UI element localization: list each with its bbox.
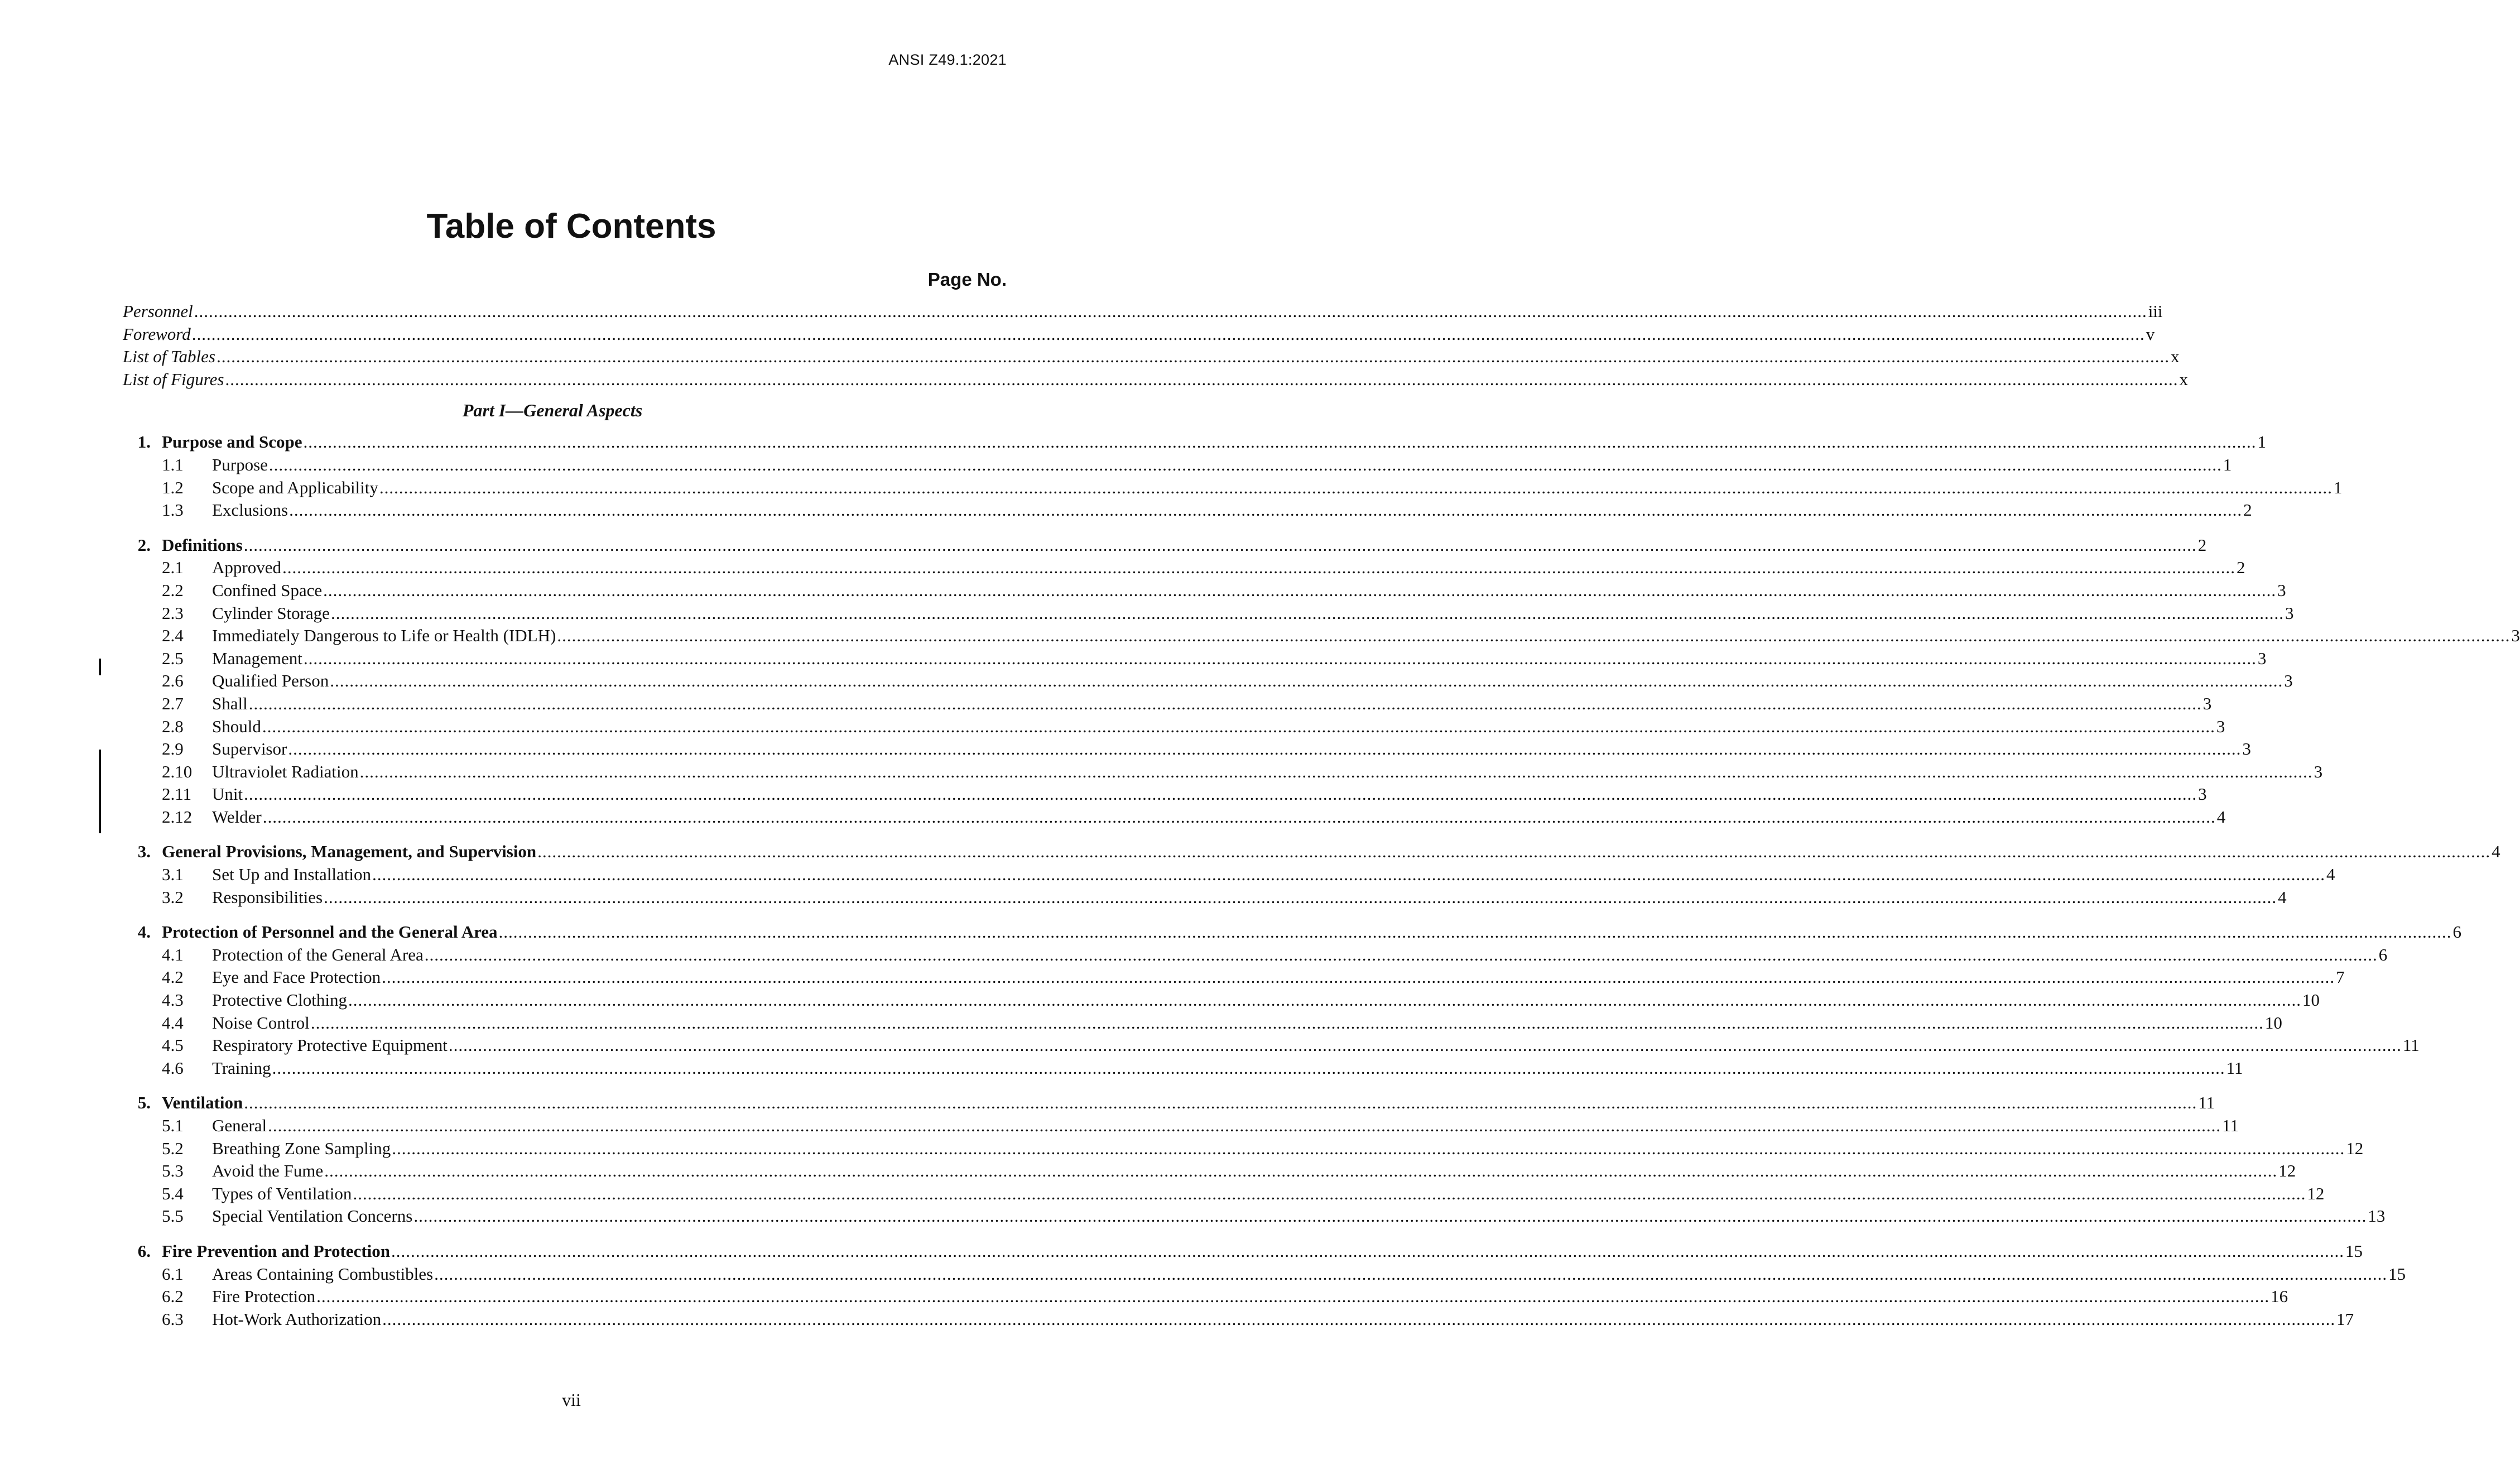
entry-number: 5.1 — [162, 1116, 184, 1135]
entry-title: Confined Space — [212, 580, 323, 600]
entry-number: 5. — [137, 1093, 151, 1113]
subsection-entry — [123, 602, 2294, 625]
entry-title: Foreword — [123, 324, 191, 344]
entry-number: 4.6 — [162, 1058, 184, 1078]
entry-page-number: 3 — [2285, 603, 2294, 623]
entry-title: Should — [212, 716, 261, 736]
subsection-entry — [123, 1263, 2406, 1286]
entry-number: 5.2 — [162, 1138, 184, 1158]
dot-leader: ................................................................................................................................................................................................................................................................................................................................................................................................................ — [225, 369, 2178, 389]
entry-title: Areas Containing Combustibles — [212, 1264, 434, 1284]
subsection-entry — [123, 670, 2293, 693]
entry-page-number: 3 — [2284, 671, 2293, 691]
subsection-entry — [123, 647, 2267, 670]
entry-number: 2.6 — [162, 671, 184, 691]
dot-leader: ................................................................................................................................................................................................................................................................................................................................................................................................................ — [434, 1264, 2388, 1284]
entry-title: Personnel — [123, 301, 193, 321]
entry-number: 2.4 — [162, 626, 184, 646]
entry-page-number: 15 — [2345, 1241, 2363, 1261]
entry-number: 5.4 — [162, 1183, 184, 1203]
entry-page-number: 10 — [2302, 990, 2320, 1010]
entry-page-number: 3 — [2257, 648, 2267, 668]
entry-page-number: 3 — [2216, 716, 2225, 736]
entry-page-number: 1 — [2257, 432, 2266, 452]
entry-page-number: 11 — [2226, 1058, 2243, 1078]
entry-title: Protection of the General Area — [212, 944, 424, 964]
dot-leader: ................................................................................................................................................................................................................................................................................................................................................................................................................ — [303, 432, 2257, 452]
dot-leader: ................................................................................................................................................................................................................................................................................................................................................................................................................ — [282, 558, 2235, 578]
dot-leader: ................................................................................................................................................................................................................................................................................................................................................................................................................ — [537, 842, 2491, 862]
dot-leader: ................................................................................................................................................................................................................................................................................................................................................................................................................ — [288, 739, 2242, 759]
dot-leader: ................................................................................................................................................................................................................................................................................................................................................................................................................ — [323, 580, 2277, 600]
section-entry — [123, 841, 2500, 863]
entry-title: Management — [212, 648, 302, 668]
entry-number: 2.1 — [162, 558, 184, 578]
entry-title: Ultraviolet Radiation — [212, 761, 359, 781]
subsection-entry — [123, 1034, 2420, 1057]
entry-title: Purpose — [212, 454, 268, 474]
entry-title: Hot-Work Authorization — [212, 1309, 382, 1329]
entry-page-number: 16 — [2271, 1286, 2288, 1307]
front-matter-entry — [123, 345, 2180, 368]
dot-leader: ................................................................................................................................................................................................................................................................................................................................................................................................................ — [244, 1093, 2197, 1113]
entry-number: 4.4 — [162, 1012, 184, 1033]
subsection-entry — [123, 806, 2226, 829]
entry-title: Types of Ventilation — [212, 1183, 352, 1203]
subsection-entry — [123, 1160, 2296, 1183]
entry-page-number: 3 — [2202, 693, 2212, 713]
subsection-entry — [123, 625, 2520, 647]
entry-title: Fire Protection — [212, 1286, 316, 1307]
dot-leader: ................................................................................................................................................................................................................................................................................................................................................................................................................ — [324, 1161, 2278, 1181]
dot-leader: ................................................................................................................................................................................................................................................................................................................................................................................................................ — [262, 806, 2216, 827]
entry-title: Definitions — [162, 535, 243, 555]
entry-number: 3. — [137, 842, 151, 862]
section-entry — [123, 431, 2266, 454]
section-group — [123, 921, 2462, 1079]
entry-number: 4. — [137, 922, 151, 942]
entry-number: 4.3 — [162, 990, 184, 1010]
entry-title: Avoid the Fume — [212, 1161, 324, 1181]
entry-number: 6.3 — [162, 1309, 184, 1329]
entry-page-number: x — [2170, 347, 2180, 367]
entry-page-number: 4 — [2492, 842, 2500, 862]
subsection-entry — [123, 1057, 2243, 1080]
dot-leader: ................................................................................................................................................................................................................................................................................................................................................................................................................ — [194, 301, 2147, 321]
subsection-entry — [123, 693, 2212, 716]
subsection-entry — [123, 886, 2287, 909]
entry-number: 2.8 — [162, 716, 184, 736]
entry-title: Cylinder Storage — [212, 603, 330, 623]
document-id: ANSI Z49.1:2021 — [888, 51, 1007, 68]
subsection-entry — [123, 761, 2323, 784]
section-group — [123, 431, 2343, 521]
section-entry — [123, 921, 2462, 944]
entry-title: General Provisions, Management, and Supervision — [162, 842, 537, 862]
subsection-entry — [123, 454, 2232, 477]
dot-leader: ................................................................................................................................................................................................................................................................................................................................................................................................................ — [268, 1116, 2221, 1135]
subsection-entry — [123, 716, 2225, 738]
dot-leader: ................................................................................................................................................................................................................................................................................................................................................................................................................ — [191, 324, 2145, 344]
entry-number: 2.10 — [162, 761, 193, 781]
entry-number: 6. — [137, 1241, 151, 1261]
change-bar — [99, 750, 101, 833]
entry-page-number: 12 — [2278, 1161, 2296, 1181]
section-group — [123, 1240, 2406, 1331]
entry-page-number: 11 — [2222, 1116, 2239, 1135]
entry-page-number: 4 — [2278, 887, 2287, 907]
entry-page-number: 1 — [2333, 477, 2343, 497]
entry-title: Set Up and Installation — [212, 865, 371, 885]
entry-number: 4.5 — [162, 1035, 184, 1055]
section-group — [123, 1092, 2386, 1228]
dot-leader: ................................................................................................................................................................................................................................................................................................................................................................................................................ — [424, 944, 2378, 964]
entry-page-number: v — [2146, 324, 2155, 344]
entry-page-number: 3 — [2511, 626, 2520, 646]
entry-title: Protection of Personnel and the General Area — [162, 922, 498, 942]
dot-leader: ................................................................................................................................................................................................................................................................................................................................................................................................................ — [262, 716, 2215, 736]
entry-page-number: 2 — [2236, 558, 2245, 578]
dot-leader: ................................................................................................................................................................................................................................................................................................................................................................................................................ — [359, 761, 2313, 781]
subsection-entry — [123, 1115, 2239, 1137]
entry-number: 1.3 — [162, 500, 184, 520]
entry-number: 2.2 — [162, 580, 184, 600]
entry-number: 2. — [137, 535, 151, 555]
entry-number: 1.1 — [162, 454, 184, 474]
entry-title: Immediately Dangerous to Life or Health (IDLH) — [212, 626, 556, 646]
entry-page-number: 13 — [2368, 1206, 2386, 1226]
entry-number: 1. — [137, 432, 151, 452]
entry-title: Qualified Person — [212, 671, 329, 691]
entry-title: Scope and Applicability — [212, 477, 378, 497]
dot-leader: ................................................................................................................................................................................................................................................................................................................................................................................................................ — [448, 1035, 2402, 1055]
subsection-entry — [123, 863, 2335, 886]
entry-page-number: iii — [2148, 301, 2163, 321]
entry-page-number: 11 — [2402, 1035, 2420, 1055]
entry-title: Responsibilities — [212, 887, 323, 907]
entry-page-number: 2 — [2197, 535, 2207, 555]
entry-title: Noise Control — [212, 1012, 310, 1033]
entry-title: List of Figures — [123, 369, 224, 389]
dot-leader: ................................................................................................................................................................................................................................................................................................................................................................................................................ — [353, 1183, 2306, 1203]
entry-number: 2.12 — [162, 806, 193, 827]
entry-title: Welder — [212, 806, 262, 827]
subsection-entry — [123, 989, 2320, 1012]
part-heading: Part I—General Aspects — [462, 400, 643, 421]
entry-title: Eye and Face Protection — [212, 967, 381, 987]
dot-leader: ................................................................................................................................................................................................................................................................................................................................................................................................................ — [330, 603, 2284, 623]
dot-leader: ................................................................................................................................................................................................................................................................................................................................................................................................................ — [303, 648, 2257, 668]
dot-leader: ................................................................................................................................................................................................................................................................................................................................................................................................................ — [379, 477, 2333, 497]
entry-title: General — [212, 1116, 267, 1135]
entry-page-number: 3 — [2198, 784, 2207, 804]
dot-leader: ................................................................................................................................................................................................................................................................................................................................................................................................................ — [324, 887, 2277, 907]
entry-number: 3.1 — [162, 865, 184, 885]
subsection-entry — [123, 966, 2345, 989]
entry-title: Fire Prevention and Protection — [162, 1241, 390, 1261]
entry-number: 6.2 — [162, 1286, 184, 1307]
entry-number: 4.1 — [162, 944, 184, 964]
entry-title: Special Ventilation Concerns — [212, 1206, 413, 1226]
entry-title: Ventilation — [162, 1093, 243, 1113]
entry-page-number: 3 — [2242, 739, 2251, 759]
dot-leader: ................................................................................................................................................................................................................................................................................................................................................................................................................ — [348, 990, 2301, 1010]
entry-page-number: 6 — [2378, 944, 2388, 964]
subsection-entry — [123, 1183, 2325, 1206]
entry-title: Supervisor — [212, 739, 287, 759]
entry-page-number: 6 — [2452, 922, 2462, 942]
dot-leader: ................................................................................................................................................................................................................................................................................................................................................................................................................ — [557, 626, 2511, 646]
subsection-entry — [123, 1137, 2364, 1160]
subsection-entry — [123, 477, 2343, 500]
entry-page-number: 10 — [2264, 1012, 2282, 1033]
subsection-entry — [123, 1308, 2354, 1331]
entry-page-number: 12 — [2307, 1183, 2325, 1203]
section-group — [123, 534, 2520, 829]
subsection-entry — [123, 579, 2286, 602]
dot-leader: ................................................................................................................................................................................................................................................................................................................................................................................................................ — [316, 1286, 2270, 1307]
dot-leader: ................................................................................................................................................................................................................................................................................................................................................................................................................ — [243, 535, 2197, 555]
front-matter-entry — [123, 368, 2188, 391]
entry-page-number: 4 — [2216, 806, 2226, 827]
entry-number: 2.11 — [162, 784, 192, 804]
entry-title: Purpose and Scope — [162, 432, 302, 452]
dot-leader: ................................................................................................................................................................................................................................................................................................................................................................................................................ — [216, 347, 2170, 367]
footer-page-number: vii — [562, 1390, 581, 1410]
page-title: Table of Contents — [426, 207, 716, 246]
subsection-entry — [123, 944, 2388, 967]
section-group — [123, 841, 2500, 909]
entry-page-number: 11 — [2198, 1093, 2215, 1113]
subsection-entry — [123, 1205, 2386, 1228]
dot-leader: ................................................................................................................................................................................................................................................................................................................................................................................................................ — [289, 500, 2243, 520]
dot-leader: ................................................................................................................................................................................................................................................................................................................................................................................................................ — [413, 1206, 2367, 1226]
dot-leader: ................................................................................................................................................................................................................................................................................................................................................................................................................ — [330, 671, 2283, 691]
entry-title: Protective Clothing — [212, 990, 347, 1010]
entry-page-number: 15 — [2388, 1264, 2406, 1284]
dot-leader: ................................................................................................................................................................................................................................................................................................................................................................................................................ — [272, 1058, 2225, 1078]
section-entry — [123, 534, 2207, 557]
section-entry — [123, 1240, 2363, 1263]
dot-leader: ................................................................................................................................................................................................................................................................................................................................................................................................................ — [382, 1309, 2336, 1329]
dot-leader: ................................................................................................................................................................................................................................................................................................................................................................................................................ — [382, 967, 2335, 987]
entry-number: 2.7 — [162, 693, 184, 713]
entry-title: Training — [212, 1058, 271, 1078]
front-matter-entry — [123, 300, 2163, 323]
table-of-contents — [123, 300, 2520, 1343]
page-no-column-header: Page No. — [927, 269, 1007, 290]
entry-page-number: 1 — [2223, 454, 2232, 474]
dot-leader: ................................................................................................................................................................................................................................................................................................................................................................................................................ — [392, 1138, 2345, 1158]
entry-page-number: 3 — [2314, 761, 2323, 781]
entry-title: Approved — [212, 558, 281, 578]
subsection-entry — [123, 1285, 2288, 1308]
entry-number: 2.9 — [162, 739, 184, 759]
dot-leader: ................................................................................................................................................................................................................................................................................................................................................................................................................ — [372, 865, 2325, 885]
dot-leader: ................................................................................................................................................................................................................................................................................................................................................................................................................ — [248, 693, 2202, 713]
entry-number: 1.2 — [162, 477, 184, 497]
subsection-entry — [123, 499, 2252, 522]
entry-number: 5.3 — [162, 1161, 184, 1181]
entry-page-number: 4 — [2326, 865, 2335, 885]
dot-leader: ................................................................................................................................................................................................................................................................................................................................................................................................................ — [498, 922, 2452, 942]
entry-number: 2.3 — [162, 603, 184, 623]
entry-number: 2.5 — [162, 648, 184, 668]
subsection-entry — [123, 783, 2207, 806]
entry-page-number: 12 — [2346, 1138, 2364, 1158]
sections-list — [123, 431, 2520, 1331]
entry-page-number: x — [2179, 369, 2188, 389]
entry-page-number: 2 — [2243, 500, 2252, 520]
dot-leader: ................................................................................................................................................................................................................................................................................................................................................................................................................ — [391, 1241, 2344, 1261]
section-entry — [123, 1092, 2215, 1115]
entry-page-number: 3 — [2277, 580, 2286, 600]
subsection-entry — [123, 1012, 2282, 1035]
subsection-entry — [123, 738, 2251, 761]
entry-number: 6.1 — [162, 1264, 184, 1284]
front-matter-entry — [123, 323, 2155, 346]
dot-leader: ................................................................................................................................................................................................................................................................................................................................................................................................................ — [310, 1012, 2264, 1033]
subsection-entry — [123, 556, 2245, 579]
entry-number: 5.5 — [162, 1206, 184, 1226]
front-matter-list — [123, 300, 2188, 391]
entry-title: Shall — [212, 693, 248, 713]
entry-title: Breathing Zone Sampling — [212, 1138, 391, 1158]
entry-page-number: 7 — [2336, 967, 2345, 987]
change-bar — [99, 659, 101, 675]
entry-title: Respiratory Protective Equipment — [212, 1035, 448, 1055]
entry-title: Unit — [212, 784, 243, 804]
entry-number: 3.2 — [162, 887, 184, 907]
dot-leader: ................................................................................................................................................................................................................................................................................................................................................................................................................ — [244, 784, 2197, 804]
entry-page-number: 17 — [2336, 1309, 2354, 1329]
entry-title: Exclusions — [212, 500, 288, 520]
entry-number: 4.2 — [162, 967, 184, 987]
dot-leader: ................................................................................................................................................................................................................................................................................................................................................................................................................ — [268, 454, 2222, 474]
entry-title: List of Tables — [123, 347, 215, 367]
